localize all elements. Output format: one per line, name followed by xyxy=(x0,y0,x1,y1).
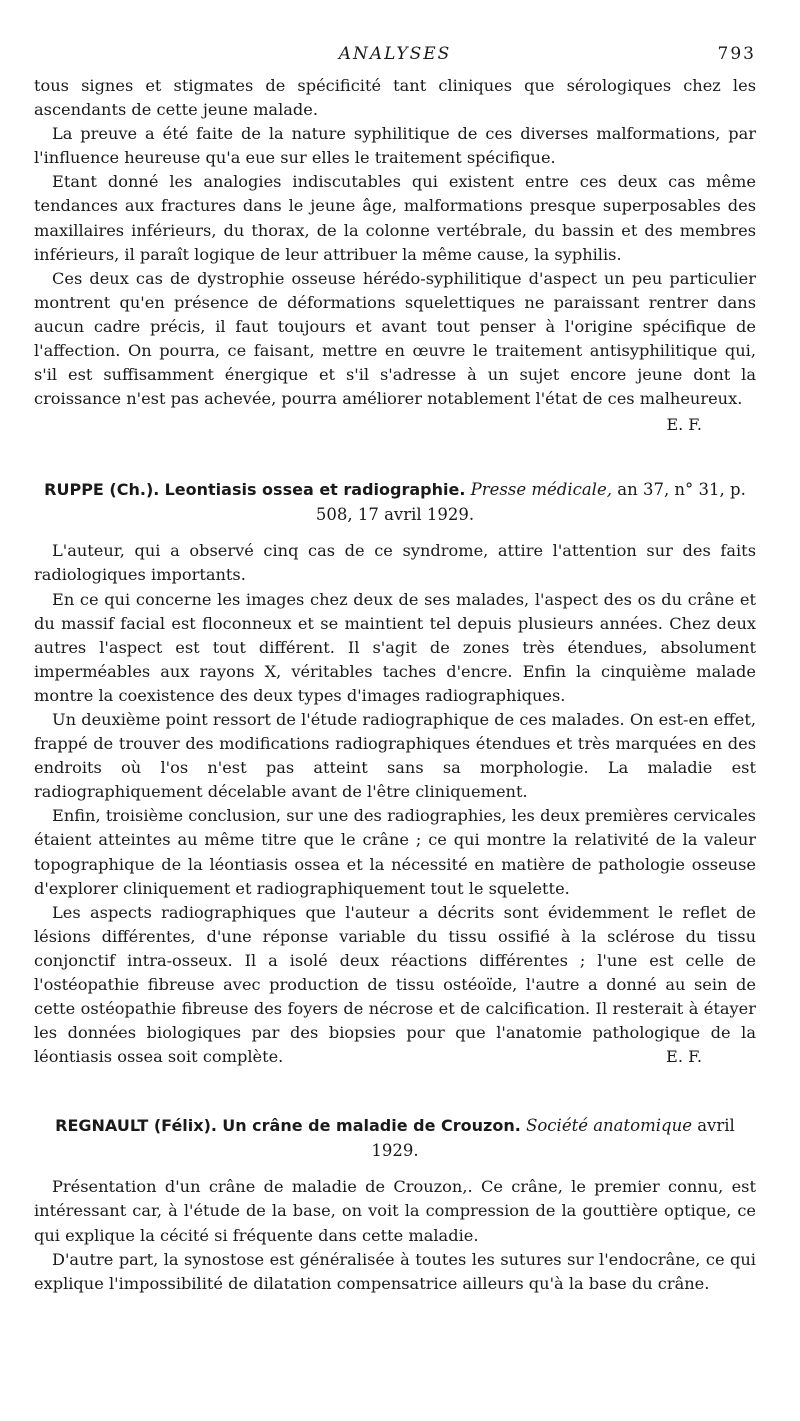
signature: E. F. xyxy=(666,1047,702,1067)
review-journal: Presse médicale, xyxy=(470,480,612,500)
review-heading xyxy=(34,477,756,527)
review-citation: avril 1929. xyxy=(371,1116,735,1161)
review-author: RUPPE (Ch.). xyxy=(44,480,160,500)
paragraph: Etant donné les analogies indiscutables qui existent entre ces deux cas même tendances aux fractures dans le jeune âge, malformations presque superposables des maxillaires inférieurs, du thorax, de la colonne vertébrale, du bassin et des membres inférieurs, il paraît logique de leur attribuer la même cause, la syphilis. xyxy=(34,172,756,264)
signature: E. F. xyxy=(666,415,702,435)
paragraph: tous signes et stigmates de spécificité tant cliniques que sérologiques chez les ascendants de cette jeune malade. xyxy=(34,76,756,120)
running-title: ANALYSES xyxy=(338,44,452,64)
review-ruppe xyxy=(34,477,756,1069)
paragraph-with-signature xyxy=(34,901,756,1070)
paragraph: La preuve a été faite de la nature syphilitique de ces diverses malformations, par l'influence heureuse qu'a eue sur elles le traitement spécifique. xyxy=(34,124,756,168)
paragraph: Un deuxième point ressort de l'étude radiographique de ces malades. On est-en effet, frappé de trouver des modifications radiographiques étendues et très marquées en des endroits où l'os n'est pas atteint sans sa morphologie. La maladie est radiographiquement décelable avant de l'être cliniquement. xyxy=(34,709,756,802)
paragraph: Présentation d'un crâne de maladie de Crouzon,. Ce crâne, le premier connu, est intéressant car, à l'étude de la base, on voit la compression de la gouttière optique, ce qui explique la cécité si fréquente dans cette maladie. xyxy=(34,1177,756,1245)
review-title: Un crâne de maladie de Crouzon. xyxy=(222,1116,521,1136)
review-citation: an 37, n° 31, p. 508, 17 avril 1929. xyxy=(315,480,746,525)
review-regnault xyxy=(34,1113,756,1295)
review-author: REGNAULT (Félix). xyxy=(55,1116,217,1136)
paragraph: D'autre part, la synostose est généralisée à toutes les sutures sur l'endocrâne, ce qui explique l'impossibilité de dilatation compensatrice ailleurs qu'à la base du crâne. xyxy=(34,1249,756,1293)
paragraph-text: Les aspects radiographiques que l'auteur a décrits sont évidemment le reflet de lésions différentes, d'une réponse variable du tissu ossifié à la sclérose du tissu conjonctif intra-osseux. Il a isolé deux réactions différentes ; l'une est celle de l'ostéopathie fibreuse avec production de tissu ostéoïde, l'autre a donné au sein de cette ostéopathie fibreuse des foyers de nécrose et de calcification. Il resterait à étayer les données biologiques par des biopsies pour que l'anatomie pathologique de la léontiasis ossea soit complète. xyxy=(34,902,756,1067)
paragraph: Enfin, troisième conclusion, sur une des radiographies, les deux premières cervicales étaient atteintes au même titre que le crâne ; ce qui montre la relativité de la valeur topographique de la léontiasis ossea et la nécessité en matière de pathologie osseuse d'explorer cliniquement et radiographiquement tout le squelette. xyxy=(34,806,756,898)
review-title: Leontiasis ossea et radiographie. xyxy=(164,480,466,500)
paragraph: L'auteur, qui a observé cinq cas de ce syndrome, attire l'attention sur des faits radiologiques importants. xyxy=(34,541,756,585)
intro-section xyxy=(34,74,756,437)
running-header xyxy=(34,44,756,74)
paragraph: Ces deux cas de dystrophie osseuse hérédo-syphilitique d'aspect un peu particulier montrent qu'en présence de déformations squelettiques ne paraissant rentrer dans aucun cadre précis, il faut toujours et avant tout penser à l'origine spécifique de l'affection. On pourra, ce faisant, mettre en œuvre le traitement antisyphilitique qui, s'il est suffisamment énergique et s'il s'adresse à un sujet encore jeune dont la croissance n'est pas achevée, pourra améliorer notablement l'état de ces malheureux. xyxy=(34,268,756,409)
paragraph: En ce qui concerne les images chez deux de ses malades, l'aspect des os du crâne et du massif facial est floconneux et se maintient tel depuis plusieurs années. Chez deux autres l'aspect est tout différent. Il s'agit de zones très étendues, absolument imperméables aux rayons X, véritables taches d'encre. Enfin la cinquième malade montre la coexistence des deux types d'images radiographiques. xyxy=(34,589,756,705)
page-number: 793 xyxy=(717,44,756,64)
review-heading xyxy=(34,1113,756,1163)
review-journal: Société anatomique xyxy=(526,1116,692,1136)
